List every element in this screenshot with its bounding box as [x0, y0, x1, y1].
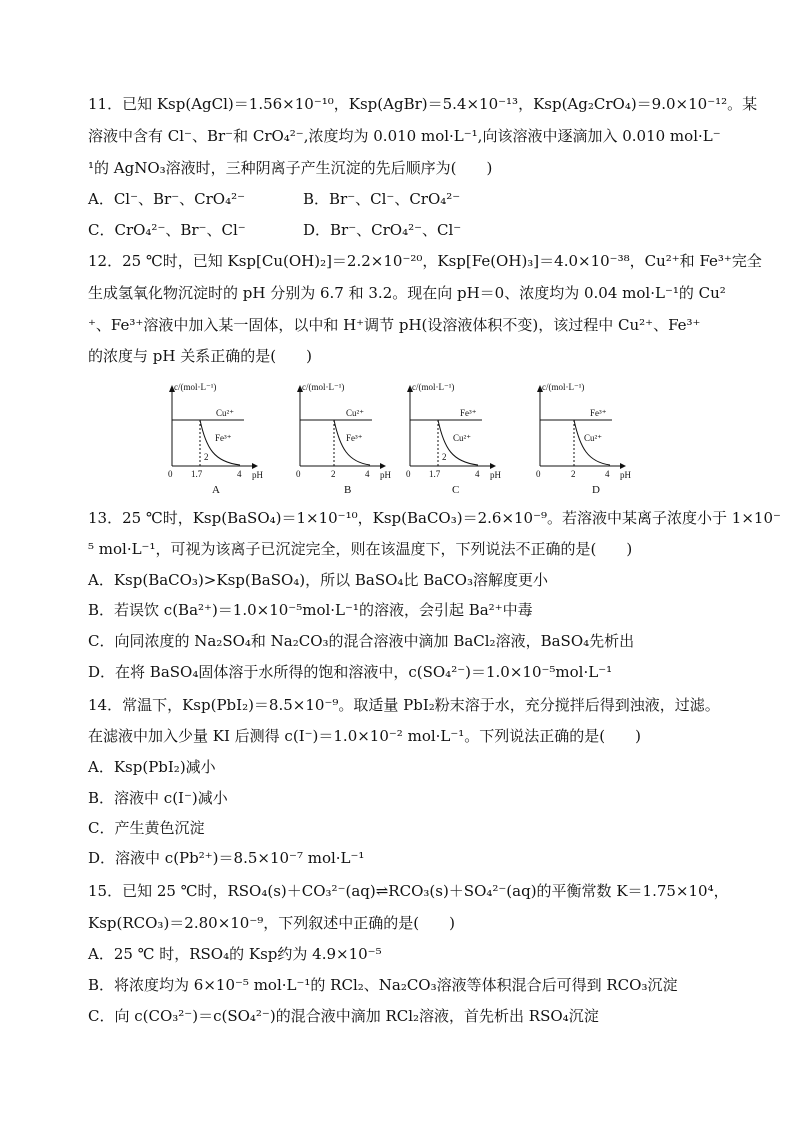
q12-stem-line1: 12．25 ℃时，已知 Ksp[Cu(OH)₂]＝2.2×10⁻²⁰，Ksp[Fe(OH)₃]＝4.0×10⁻³⁸，Cu²⁺和 Fe³⁺完全 — [88, 252, 762, 270]
chart-a — [160, 378, 280, 496]
q11-stem-line1: 11．已知 Ksp(AgCl)＝1.56×10⁻¹⁰，Ksp(AgBr)＝5.4×10⁻¹³，Ksp(Ag₂CrO₄)＝9.0×10⁻¹²。某 — [88, 95, 758, 113]
chart-c-inner-tick: 2 — [442, 452, 447, 462]
q13-option-b: B．若误饮 c(Ba²⁺)＝1.0×10⁻⁵mol·L⁻¹的溶液，会引起 Ba²⁺中毒 — [88, 601, 533, 619]
q13-option-c: C．向同浓度的 Na₂SO₄和 Na₂CO₃的混合溶液中滴加 BaCl₂溶液，BaSO₄先析出 — [88, 632, 635, 650]
q14-option-a: A．Ksp(PbI₂)减小 — [88, 758, 216, 776]
chart-a-caption: A — [212, 484, 220, 496]
chart-d — [528, 378, 648, 496]
chart-d-flat-label: Fe³⁺ — [590, 408, 607, 418]
q15-option-c: C．向 c(CO₃²⁻)＝c(SO₄²⁻)的混合液中滴加 RCl₂溶液，首先析出 RSO₄沉淀 — [88, 1007, 599, 1025]
chart-a-tick: 1.7 — [191, 469, 203, 479]
q12-stem-line4: 的浓度与 pH 关系正确的是( ) — [88, 347, 312, 365]
q11-option-a: A．Cl⁻、Br⁻、CrO₄²⁻ — [88, 190, 246, 208]
chart-d-x-label: pH — [620, 470, 631, 480]
chart-a-flat-label: Cu²⁺ — [216, 408, 234, 418]
q15-stem-line1: 15．已知 25 ℃时，RSO₄(s)＋CO₃²⁻(aq)⇌RCO₃(s)＋SO₄²⁻(aq)的平衡常数 K＝1.75×10⁴， — [88, 882, 729, 900]
chart-b — [288, 378, 408, 496]
chart-c-y-label: c/(mol·L⁻¹) — [412, 382, 455, 392]
chart-b-origin: 0 — [296, 469, 301, 479]
q15-option-a: A．25 ℃ 时，RSO₄的 Ksp约为 4.9×10⁻⁵ — [88, 945, 382, 963]
chart-b-caption: B — [344, 484, 352, 496]
chart-c-x-max: 4 — [475, 469, 480, 479]
chart-d-origin: 0 — [536, 469, 541, 479]
q13-option-d: D．在将 BaSO₄固体溶于水所得的饱和溶液中，c(SO₄²⁻)＝1.0×10⁻⁵mol·L⁻¹ — [88, 663, 613, 681]
chart-d-x-max: 4 — [605, 469, 610, 479]
chart-c-tick: 1.7 — [429, 469, 441, 479]
q11-stem-line3: ¹的 AgNO₃溶液时，三种阴离子产生沉淀的先后顺序为( ) — [88, 159, 493, 177]
q11-option-c: C．CrO₄²⁻、Br⁻、Cl⁻ — [88, 221, 246, 239]
q15-stem-line2: Ksp(RCO₃)＝2.80×10⁻⁹，下列叙述中正确的是( ) — [88, 914, 455, 932]
chart-a-origin: 0 — [168, 469, 173, 479]
q11-option-d: D．Br⁻、CrO₄²⁻、Cl⁻ — [303, 221, 462, 239]
chart-b-x-max: 4 — [365, 469, 370, 479]
q14-option-b: B．溶液中 c(I⁻)减小 — [88, 789, 228, 807]
chart-a-y-label: c/(mol·L⁻¹) — [174, 382, 217, 392]
q14-option-d: D．溶液中 c(Pb²⁺)＝8.5×10⁻⁷ mol·L⁻¹ — [88, 849, 365, 867]
q13-stem-line1: 13．25 ℃时，Ksp(BaSO₄)＝1×10⁻¹⁰，Ksp(BaCO₃)＝2.6×10⁻⁹。若溶液中某离子浓度小于 1×10⁻ — [88, 509, 781, 527]
q11-option-b: B．Br⁻、Cl⁻、CrO₄²⁻ — [303, 190, 461, 208]
chart-b-flat-label: Cu²⁺ — [346, 408, 364, 418]
chart-b-x-label: pH — [380, 470, 391, 480]
q11-stem-line2: 溶液中含有 Cl⁻、Br⁻和 CrO₄²⁻,浓度均为 0.010 mol·L⁻¹,向该溶液中逐滴加入 0.010 mol·L⁻ — [88, 127, 721, 145]
chart-d-tick: 2 — [571, 469, 576, 479]
chart-a-curve-label: Fe³⁺ — [215, 433, 232, 443]
q13-stem-line2: ⁵ mol·L⁻¹，可视为该离子已沉淀完全，则在该温度下，下列说法不正确的是( ) — [88, 540, 633, 558]
q14-stem-line2: 在滤液中加入少量 KI 后测得 c(I⁻)＝1.0×10⁻² mol·L⁻¹。下列说法正确的是( ) — [88, 727, 642, 745]
q14-option-c: C．产生黄色沉淀 — [88, 819, 205, 837]
chart-b-y-label: c/(mol·L⁻¹) — [302, 382, 345, 392]
chart-b-tick: 2 — [331, 469, 336, 479]
chart-d-caption: D — [592, 484, 600, 496]
q12-stem-line3: ⁺、Fe³⁺溶液中加入某一固体，以中和 H⁺调节 pH(设溶液体积不变)，该过程中 Cu²⁺、Fe³⁺ — [88, 316, 701, 334]
q13-option-a: A．Ksp(BaCO₃)>Ksp(BaSO₄)，所以 BaSO₄比 BaCO₃溶解度更小 — [88, 571, 548, 589]
chart-c — [398, 378, 518, 496]
chart-c-x-label: pH — [490, 470, 501, 480]
chart-c-curve-label: Cu²⁺ — [453, 433, 471, 443]
chart-a-x-max: 4 — [237, 469, 242, 479]
q12-stem-line2: 生成氢氧化物沉淀时的 pH 分别为 6.7 和 3.2。现在向 pH＝0、浓度均为 0.04 mol·L⁻¹的 Cu² — [88, 284, 726, 302]
chart-d-curve-label: Cu²⁺ — [584, 433, 602, 443]
q15-option-b: B．将浓度均为 6×10⁻⁵ mol·L⁻¹的 RCl₂、Na₂CO₃溶液等体积混合后可得到 RCO₃沉淀 — [88, 976, 678, 994]
chart-a-x-label: pH — [252, 470, 263, 480]
chart-c-origin: 0 — [406, 469, 411, 479]
chart-b-curve-label: Fe³⁺ — [346, 433, 363, 443]
chart-a-inner-tick: 2 — [204, 452, 209, 462]
chart-d-y-label: c/(mol·L⁻¹) — [542, 382, 585, 392]
chart-c-caption: C — [452, 484, 460, 496]
q14-stem-line1: 14．常温下，Ksp(PbI₂)＝8.5×10⁻⁹。取适量 PbI₂粉末溶于水，充分搅拌后得到浊液，过滤。 — [88, 696, 720, 714]
chart-c-flat-label: Fe³⁺ — [460, 408, 477, 418]
